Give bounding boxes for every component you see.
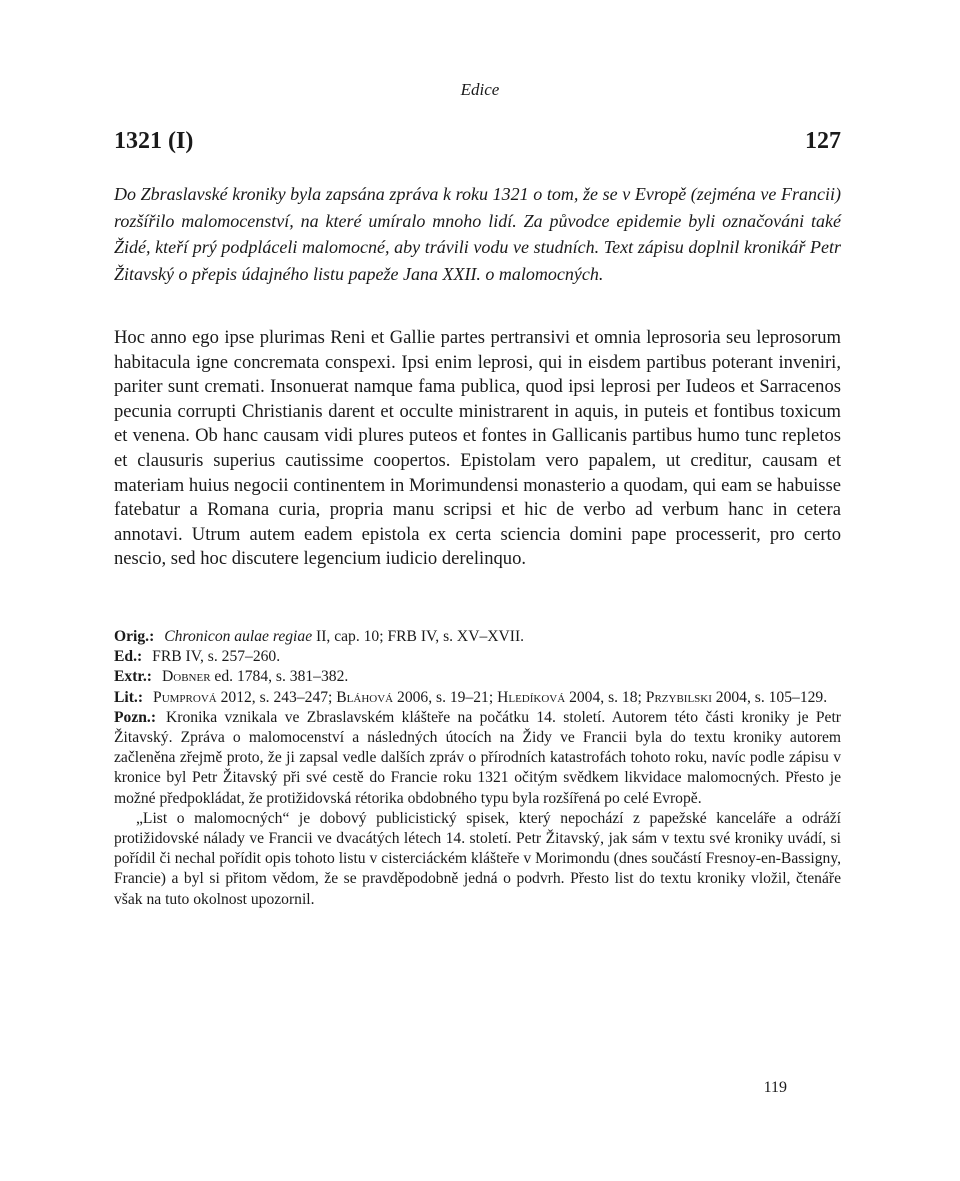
extr-author: Dobner <box>161 668 211 686</box>
lit-ref-4: 2004, s. 105–129. <box>711 688 828 706</box>
orig-work: Chronicon aulae regiae <box>164 628 313 645</box>
lit-author-2: Bláhová <box>336 688 394 706</box>
lit-author-4: Przybilski <box>645 688 712 706</box>
lit-ref-1: 2012, s. 243–247; <box>216 688 337 706</box>
lit-label: Lit.: <box>114 688 144 706</box>
page-number: 119 <box>763 1079 787 1096</box>
lit-author-3: Hledíková <box>497 688 566 706</box>
pozn-label: Pozn.: <box>114 708 157 726</box>
apparatus <box>114 627 841 910</box>
entry-heading <box>114 128 841 155</box>
extr-label: Extr.: <box>114 668 152 686</box>
lit-ref-2: 2006, s. 19–21; <box>393 688 498 706</box>
orig-rest: II, cap. 10; FRB IV, s. XV–XVII. <box>312 628 525 645</box>
extr-rest: ed. 1784, s. 381–382. <box>210 668 349 686</box>
lit-author-1: Pumprová <box>153 688 217 706</box>
entry-number: 127 <box>805 128 841 154</box>
running-head: Edice <box>460 80 500 99</box>
pozn-paragraph-1: Kronika vznikala ve Zbraslavském klášteře na počátku 14. století. Autorem této části kroniky je Petr Žitavský. Zpráva o malomocenství a následných útocích na Židy ve Francii byla do textu kroniky autorem začleněna zřejmě proto, že ji zapsal vedle dalších zpráv o přírodních katastrofách tohoto roku, navíc podle zápisu v kronice byl Petr Žitavský při své cestě do Francie roku 1321 očitým svědkem likvidace malomocných. Přesto je možné předpokládat, že protižidovská rétorika obdobného typu byla rozšířená po celé Evropě. <box>114 708 841 807</box>
extr-line <box>114 667 841 687</box>
lit-ref-3: 2004, s. 18; <box>565 688 646 706</box>
ed-line <box>114 647 841 667</box>
orig-line <box>114 627 841 647</box>
lit-line <box>114 688 841 708</box>
ed-label: Ed.: <box>114 648 143 666</box>
orig-label: Orig.: <box>114 628 155 645</box>
ed-text: FRB IV, s. 257–260. <box>152 648 281 666</box>
latin-text: Hoc anno ego ipse plurimas Reni et Gallie partes pertransivi et omnia leprosoria seu leprosorum habitacula igne concremata conspexi. Ipsi enim leprosi, qui in eisdem partibus poterant inveniri, pariter sunt cremati. Insonuerat namque fama publica, quod ipsi leprosi per Iudeos et Sarracenos pecunia corrupti Christianis darent et occulte ministrarent in aquis, in puteis et fontibus toxicum et venena. Ob hanc causam vidi plures puteos et fontes in Gallicanis partibus humo tunc repletos et clausuris superius cautissime coopertos. Epistolam vero papalem, ut creditur, causam et materiam huius negocii continentem in Morimundensi monasterio a quodam, qui eam se habuisse fatebatur a Romana curia, propria manu scripsi et hic de verbo ad verbum hanc in cetera annotavi. Utrum autem eadem epistola ex certa sciencia domini pape processerit, pro certo nescio, sed hoc discutere legencium iudicio derelinquo. <box>114 327 841 570</box>
pozn-line <box>114 708 841 809</box>
intro-paragraph: Do Zbraslavské kroniky byla zapsána zpráva k roku 1321 o tom, že se v Evropě (zejména ve Francii) rozšířilo malomocenství, na které umíralo mnoho lidí. Za původce epidemie byli označováni také Židé, kteří prý podpláceli malomocné, aby trávili vodu ve studních. Text zápisu doplnil kronikář Petr Žitavský o přepis údajného listu papeže Jana XXII. o malomocných. <box>114 184 841 284</box>
pozn-paragraph-2: „List o malomocných“ je dobový publicistický spisek, který nepochází z papežské kanceláře a odráží protižidovské nálady ve Francii ve dvacátých létech 14. století. Petr Žitavský, jak sám v textu své kroniky uvádí, si pořídil či nechal pořídit opis tohoto listu v cisterciáckém klášteře v Morimondu (dnes součástí Fresnoy-en-Bassigny, Francie) a byl si přitom vědom, že se pravděpodobně jedná o podvrh. Přesto list do textu kroniky vložil, čtenáře však na tuto okolnost upozornil. <box>114 809 841 908</box>
entry-id: 1321 (I) <box>114 128 194 154</box>
